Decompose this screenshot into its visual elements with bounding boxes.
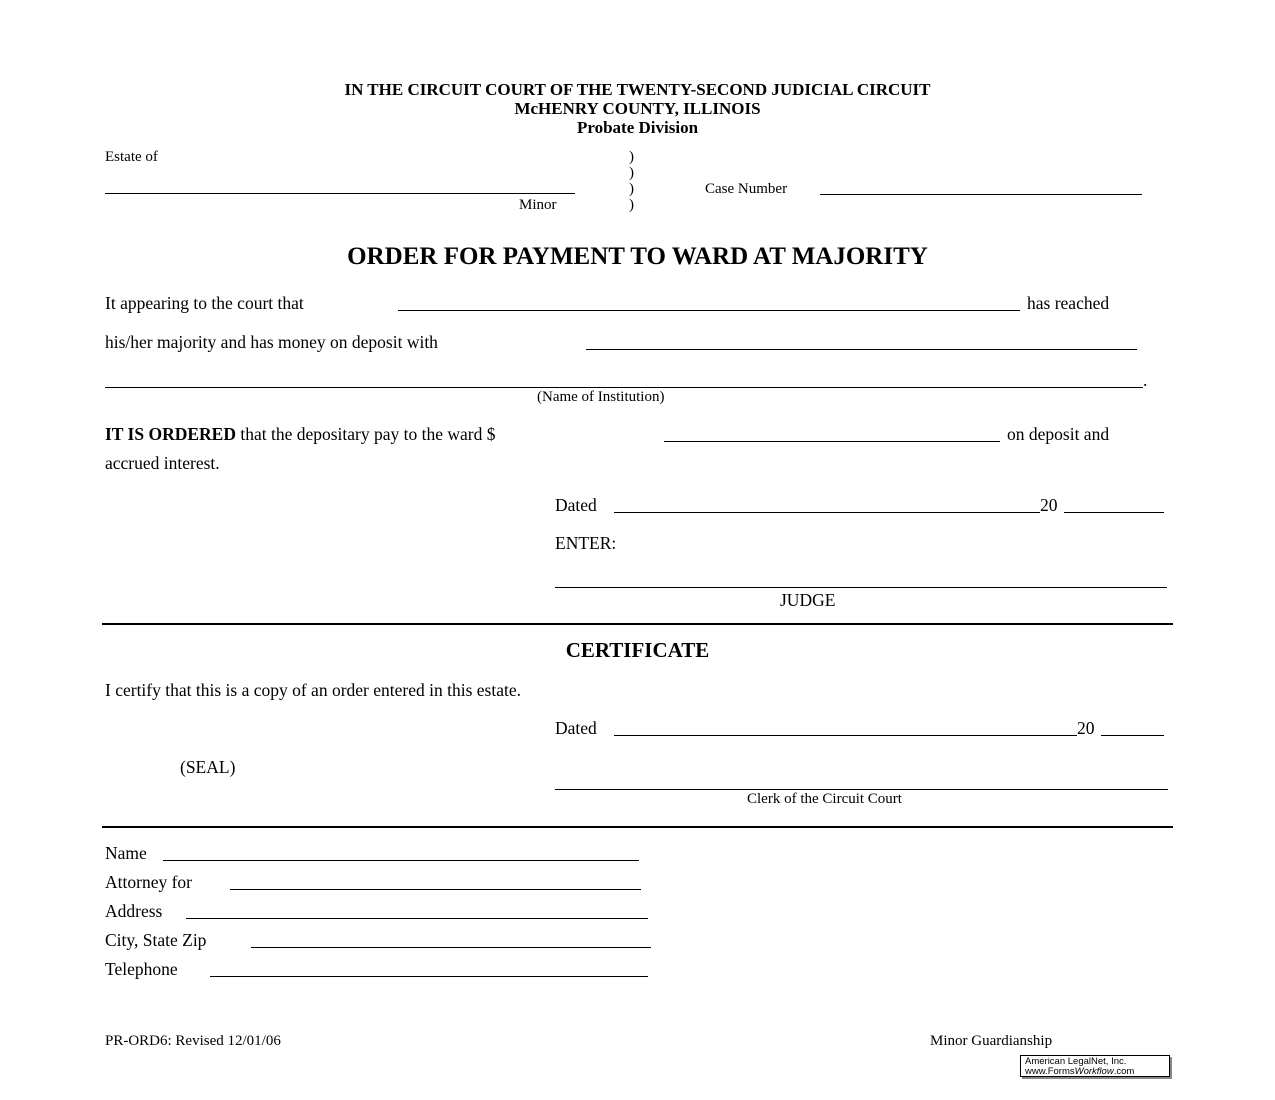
minor-label: Minor <box>519 197 557 213</box>
case-number-label: Case Number <box>705 181 788 197</box>
document-title: ORDER FOR PAYMENT TO WARD AT MAJORITY <box>347 243 928 270</box>
publisher-name: American LegalNet, Inc. <box>1025 1056 1127 1067</box>
seal-label: (SEAL) <box>180 757 236 777</box>
dated-label: Dated <box>555 495 597 515</box>
judge-label: JUDGE <box>780 590 836 610</box>
telephone-blank[interactable] <box>210 976 648 977</box>
publisher-badge <box>1020 1055 1170 1077</box>
case-number-blank[interactable] <box>820 194 1142 195</box>
paren: ) <box>629 181 634 197</box>
ordered-tail: on deposit and <box>1007 424 1110 444</box>
publisher-url-part: Workflow <box>1074 1066 1114 1077</box>
clerk-label: Clerk of the Circuit Court <box>747 791 902 807</box>
institution-blank[interactable] <box>105 387 1143 388</box>
paren: ) <box>629 165 634 181</box>
certificate-title: CERTIFICATE <box>565 638 710 662</box>
body-p1b: has reached <box>1027 293 1110 313</box>
estate-of-label: Estate of <box>105 149 158 165</box>
telephone-label: Telephone <box>105 959 178 979</box>
city-blank[interactable] <box>251 947 651 948</box>
form-number: PR-ORD6: Revised 12/01/06 <box>105 1033 281 1049</box>
paren: ) <box>629 197 634 213</box>
body-p2: his/her majority and has money on deposit with <box>105 332 438 352</box>
address-blank[interactable] <box>186 918 648 919</box>
form-category: Minor Guardianship <box>930 1033 1053 1049</box>
county-header: McHENRY COUNTY, ILLINOIS <box>514 99 761 118</box>
city-label: City, State Zip <box>105 930 207 950</box>
publisher-url-part: .com <box>1113 1066 1135 1077</box>
paren: ) <box>629 149 634 165</box>
division-header: Probate Division <box>576 118 699 137</box>
body-p1a: It appearing to the court that <box>105 293 304 313</box>
court-header: IN THE CIRCUIT COURT OF THE TWENTY-SECOND JUDICIAL CIRCUIT <box>344 80 931 99</box>
ordered-bold: IT IS ORDERED <box>105 424 236 444</box>
depository-blank[interactable] <box>586 349 1137 350</box>
ward-name-blank[interactable] <box>398 310 1020 311</box>
address-label: Address <box>105 901 163 921</box>
minor-name-blank[interactable] <box>105 193 575 194</box>
name-blank[interactable] <box>163 860 639 861</box>
judge-signature-blank[interactable] <box>555 587 1167 588</box>
clerk-signature-blank[interactable] <box>555 789 1168 790</box>
period: . <box>1143 370 1148 390</box>
year-blank[interactable] <box>1064 512 1164 513</box>
divider <box>102 826 1173 828</box>
cert-dated-label: Dated <box>555 718 597 738</box>
enter-label: ENTER: <box>555 533 617 553</box>
accrued-text: accrued interest. <box>105 453 220 473</box>
attorney-for-label: Attorney for <box>105 872 192 892</box>
amount-blank[interactable] <box>664 441 1000 442</box>
date-blank[interactable] <box>614 512 1040 513</box>
publisher-url-part: www.Forms <box>1025 1066 1075 1077</box>
attorney-for-blank[interactable] <box>230 889 641 890</box>
ordered-text: that the depositary pay to the ward $ <box>240 424 496 444</box>
cert-year-blank[interactable] <box>1101 735 1164 736</box>
cert-year-label: 20 <box>1077 718 1095 738</box>
institution-label: (Name of Institution) <box>537 389 665 405</box>
year-label: 20 <box>1040 495 1058 515</box>
certificate-text: I certify that this is a copy of an order entered in this estate. <box>105 680 521 700</box>
cert-date-blank[interactable] <box>614 735 1077 736</box>
name-label: Name <box>105 843 147 863</box>
divider <box>102 623 1173 625</box>
